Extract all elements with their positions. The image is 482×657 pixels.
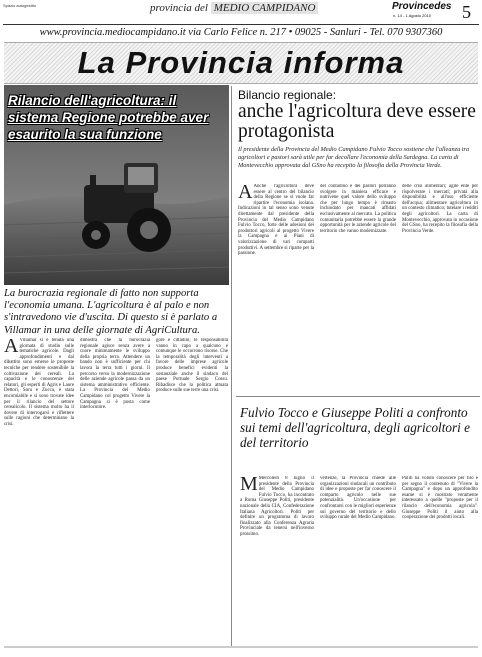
dropcap: A <box>4 338 19 357</box>
right-headline: anche l'agricoltura deve essere protagonista <box>238 101 476 142</box>
right-article-col-3 <box>402 184 478 392</box>
section-banner <box>4 42 478 84</box>
dropcap: M <box>240 476 258 495</box>
provincedes-logo: Provincedes <box>392 1 452 12</box>
right-col2-text: del contadino e dei pastori potranno svolgere in maniera efficace e nutrivene quel valore dello sviluppo che per lungo tempo è rimasto inchiodato per mancati affidati esclusivamente al mercato. La politica comunitaria potrebbe essere la grande opportunità per le aziende agricole del territorio che vanno modernizzate. <box>320 184 396 234</box>
second-col2-text: vertenze, la Provincia chiede alle organizzazioni sindacali un contributo di idee e proposte per far conoscere il comparto agricolo nelle sue potenzialità. Un'occasione per confrontarsi con le migliori esperienze sul governo del territorio e dello sviluppo rurale del Medio Campidano. <box>320 476 396 521</box>
header-rule <box>3 24 479 25</box>
issue-date: n. 14 - 1 Agosto 2010 <box>393 13 432 18</box>
second-col3-text: Politi ha voluto conoscere per filo e per segno il contenuto di "Vivere la Campagna" e dopo un approfondito esame si è mostrato veramente interessato a quelle "proposte per il rilancio dell'economia agricola". Giuseppe Politi il aiuto alla cooperazione dei prodotti locali. <box>402 476 478 521</box>
masthead-pre: provincia del <box>150 2 208 14</box>
right-col3-text: delle crisi alimentari; agile ente per rispolverare i mercati; privatà alla disponibilità e all'uso efficiente dell'acqua; alimentare agricoltura in un contesto climatico; tutelare i redditi degli agricoltori. La carta di Montevecchio, approvata in occasione del GSno, ha recepito la filosofia della Provincia Verde. <box>402 184 478 234</box>
right-col1-text: Anche l'agricoltura deve essere al centro del bilancio della Regione se si vuole far ripartire l'economia isolana. Indicazioni in tal senso sono venute direttamente dal presidente della Provincia del Medio Campidano Fulvio Tocco, forte delle adesioni dei produttori agricoli al progetto Vivere la Campagna e ai Piani di valorizzazione di vari comparti produttivi. A settembre si riparte per la passione. <box>238 184 314 257</box>
page-number: 5 <box>462 2 471 22</box>
section-divider <box>236 396 480 397</box>
dropcap: A <box>238 184 253 203</box>
second-article-col-2 <box>320 476 396 644</box>
right-article-col-1 <box>238 184 314 392</box>
left-col3-text: gore e cittadini; le responsabilità vanno in capo a qualcuno e comunque le occorrono risorse. Che la temporalità degli interventi a favore delle imprese agricole produce benefici evidenti la sostanziale anche il sindaco del paese Portuale Sergio Cossu. Ribadisce che la politica attuata produce sulle sue terre una crisi. <box>156 338 228 394</box>
left-article-col-2 <box>80 338 150 644</box>
left-col1-text: Villamar si è tenuta una giornata di studio sulle tematiche agricole. Dagli approfondimenti e dal dibattito sono emerse le proposte tecniche per rendere sostenibile la coltivazione dei cereali. La capacità e le conoscenze dei relatori, gli esperti di Agris e Laore Dettori, Soru e Zucca, è stata encomiabile e si sono trovate idee per il rilancio del settore cerealicolo. Il sistema molto ha il dovere di interrogarsi e riflettere sulle ragioni che determinano la crisi. <box>4 338 74 427</box>
website-line: www.provincia.mediocampidano.it via Carlo Felice n. 217 • 09025 - Sanluri - Tel. 070 9307360 <box>39 27 443 38</box>
right-kicker: Bilancio regionale: <box>238 88 337 102</box>
right-article-col-2 <box>320 184 396 392</box>
left-col2-text: dimostra che la burocrazia regionale agisce senza avere a cuore minimamente le sviluppo della propria terra. Attendere un bando non è sufficiente per chi lavora la terra tutti i giorni. Il percorso verso la modernizzazione delle aziende agricole passa da un sistema amministrativo efficiente. La Provincia del Medio Campidano col progetto Vivere la Campagna si è posta come interlocutore. <box>80 338 150 411</box>
spazio-label: Spazio autogestito <box>3 3 36 8</box>
left-article-col-1 <box>4 338 74 644</box>
second-article-col-3 <box>402 476 478 644</box>
footer-rule <box>4 646 478 648</box>
left-headline: Rilancio dell'agricoltura: il sistema Regione potrebbe aver esaurito la sua funzione <box>8 93 209 142</box>
banner-title: La Provincia informa <box>77 45 405 80</box>
second-col1-text: Mercoledì 8 luglio il presidente della Provincia del Medio Campidano Fulvio Tocco, ha incontrato a Roma Giuseppe Politi, presidente nazionale della CIA, Confederazione Italiana Agricoltori. Politi per definire un programma di lavoro finalizzato alla Conferenza Agraria Provinciale da tenersi nell'inverno prossimo. <box>240 476 314 537</box>
photo-caption: La burocrazia regionale di fatto non supporta l'economia umana. L'agricoltura è al palo e non s'intravedono vie d'uscita. Di questo si è parlato a Villamar in una delle giornate di AgriCultura. <box>4 288 218 336</box>
masthead <box>150 2 318 14</box>
left-article-col-3 <box>156 338 228 644</box>
second-article-col-1 <box>240 476 314 644</box>
column-separator <box>231 86 232 646</box>
right-lede: Il presidente della Provincia del Medio Campidano Fulvio Tocco sostiene che l'alleanza tra agricoltori e pastori sarà utile per far decollare l'economia della Sardegna. La carta di Montevecchio approvata dal GSno ha recepito la filosofia della Provincia Verde. <box>238 146 470 169</box>
masthead-brand: MEDIO CAMPIDANO <box>211 2 319 14</box>
second-headline: Fulvio Tocco e Giuseppe Politi a confronto sui temi dell'agricoltura, degli agricoltori e del territorio <box>240 405 470 450</box>
